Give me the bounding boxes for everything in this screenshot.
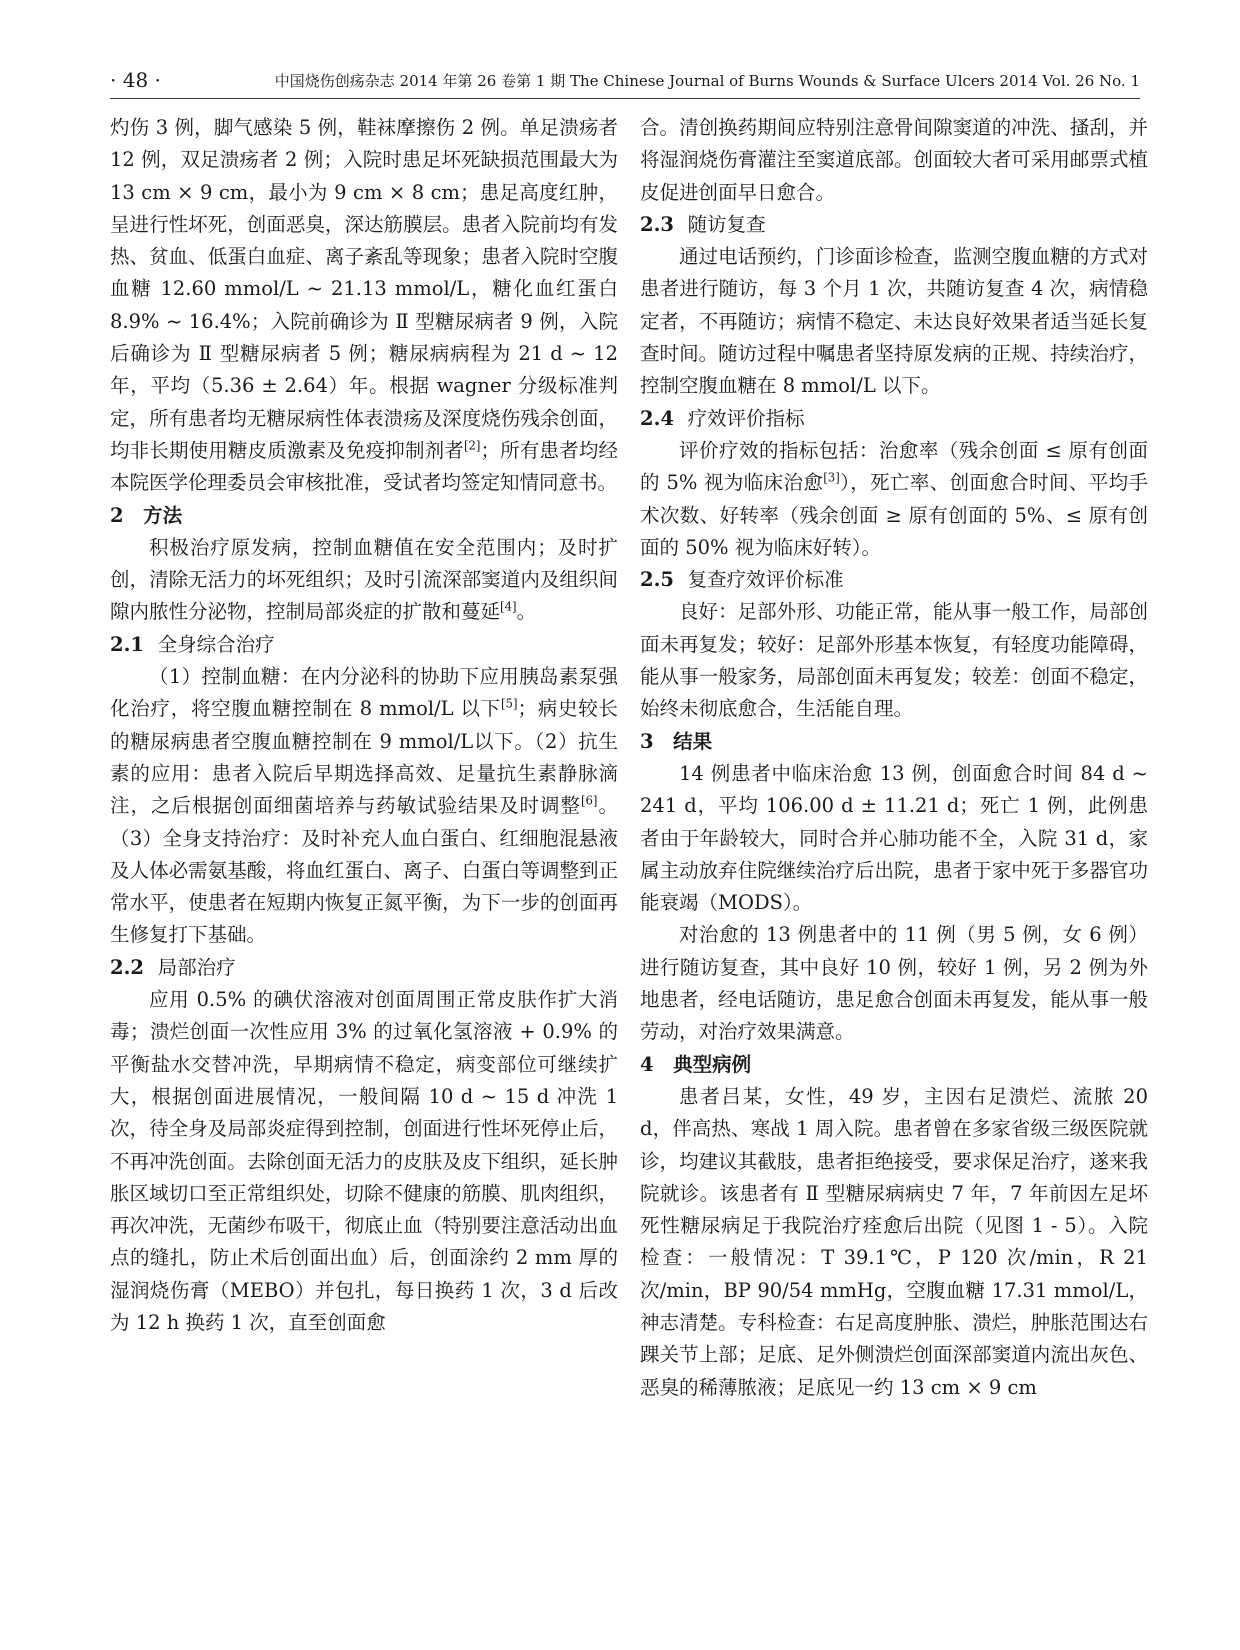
paragraph: 患者吕某，女性，49 岁，主因右足溃烂、流脓 20 d，伴高热、寒战 1 周入院。患者曾在多家省级三级医院就诊，均建议其截肢，患者拒绝接受，要求保足治疗，遂来我院就诊。该患者有 Ⅱ 型糖尿病病史 7 年，7 年前因左足坏死性糖尿病足于我院治疗痊愈后出院（见图 1 - 5）。入院检查：一般情况：T 39.1℃，P 120 次/min，R 21 次/min，BP 90/54 mmHg，空腹血糖 17.31 mmol/L，神志清楚。专科检查：右足高度肿胀、溃烂，肿胀范围达右踝关节上部；足底、足外侧溃烂创面深部窦道内流出灰色、恶臭的稀薄脓液；足底见一约 13 cm × 9 cm [640,1084,1148,1399]
subsection-heading-2-1: 2.1 全身综合治疗 [110,632,275,656]
paragraph: 评价疗效的指标包括：治愈率（残余创面 ≤ 原有创面的 5% 视为临床治愈[3]），死亡率、创面愈合时间、平均手术次数、好转率（残余创面 ≥ 原有创面的 5%、≤ 原有创面的 50% 视为临床好转）。 [640,438,1148,559]
section-heading-3: 3 结果 [640,729,713,753]
subsection-heading-2-4: 2.4 疗效评价指标 [640,406,805,430]
subsection-heading-2-2: 2.2 局部治疗 [110,955,236,979]
paragraph: 合。清创换药期间应特别注意骨间隙窦道的冲洗、搔刮，并将湿润烧伤膏灌注至窦道底部。创面较大者可采用邮票式植皮促进创面早日愈合。 [640,116,1148,204]
right-column [640,112,1148,1404]
page-number: · 48 · [110,68,161,92]
citation[interactable]: [6] [580,793,598,808]
citation[interactable]: [5] [500,696,518,711]
paragraph: 积极治疗原发病，控制血糖值在安全范围内；及时扩创，清除无活力的坏死组织；及时引流深部窦道内及组织间隙内脓性分泌物，控制局部炎症的扩散和蔓延[4]。 [110,535,618,624]
left-column [110,112,618,1339]
running-title: 中国烧伤创疡杂志 2014 年第 26 卷第 1 期 The Chinese Journal of Burns Wounds & Surface Ulcers 2014 Vol. 26 No. 1 [274,72,1140,90]
citation[interactable]: [2] [463,438,481,453]
paragraph: 对治愈的 13 例患者中的 11 例（男 5 例，女 6 例）进行随访复查，其中良好 10 例，较好 1 例，另 2 例为外地患者，经电话随访，患足愈合创面未再复发，能从事一般劳动，对治疗效果满意。 [640,923,1148,1044]
paragraph: （1）控制血糖：在内分泌科的协助下应用胰岛素泵强化治疗，将空腹血糖控制在 8 mmol/L 以下[5]；病史较长的糖尿病患者空腹血糖控制在 9 mmol/L以下。（2）抗生素的应用：患者入院后早期选择高效、足量抗生素静脉滴注，之后根据创面细菌培养与药敏试验结果及时调整[6]。（3）全身支持治疗：及时补充人血白蛋白、红细胞混悬液及人体必需氨基酸，将血红蛋白、离子、白蛋白等调整到正常水平，使患者在短期内恢复正氮平衡，为下一步的创面再生修复打下基础。 [110,665,618,947]
running-header [110,66,1140,99]
paragraph: 应用 0.5% 的碘伏溶液对创面周围正常皮肤作扩大消毒；溃烂创面一次性应用 3% 的过氧化氢溶液 + 0.9% 的平衡盐水交替冲洗，早期病情不稳定，病变部位可继续扩大，根据创面进展情况，一般间隔 10 d ~ 15 d 冲洗 1 次，待全身及局部炎症得到控制，创面进行性坏死停止后，不再冲洗创面。去除创面无活力的皮肤及皮下组织，延长肿胀区域切口至正常组织处，切除不健康的筋膜、肌肉组织，再次冲洗，无菌纱布吸干，彻底止血（特别要注意活动出血点的缝扎，防止术后创面出血）后，创面涂约 2 mm 厚的湿润烧伤膏（MEBO）并包扎，每日换药 1 次，3 d 后改为 12 h 换药 1 次，直至创面愈 [110,988,618,1334]
section-heading-4: 4 典型病例 [640,1052,752,1076]
section-heading-2: 2 方法 [110,503,183,527]
subsection-heading-2-5: 2.5 复查疗效评价标准 [640,568,844,592]
citation[interactable]: [3] [823,470,840,485]
citation[interactable]: [4] [500,599,517,614]
subsection-heading-2-3: 2.3 随访复查 [640,212,766,236]
paragraph: 良好：足部外形、功能正常，能从事一般工作，局部创面未再复发；较好：足部外形基本恢复，有轻度功能障碍，能从事一般家务，局部创面未再复发；较差：创面不稳定，始终未彻底愈合，生活能自理。 [640,600,1148,721]
paragraph: 通过电话预约，门诊面诊检查，监测空腹血糖的方式对患者进行随访，每 3 个月 1 次，共随访复查 4 次，病情稳定者，不再随访；病情不稳定、未达良好效果者适当延长复查时间。随访过程中嘱患者坚持原发病的正规、持续治疗，控制空腹血糖在 8 mmol/L 以下。 [640,245,1148,398]
paragraph: 14 例患者中临床治愈 13 例，创面愈合时间 84 d ~ 241 d，平均 106.00 d ± 11.21 d；死亡 1 例，此例患者由于年龄较大，同时合并心肺功能不全，入院 31 d，家属主动放弃住院继续治疗后出院，患者于家中死于多器官功能衰竭（MODS）。 [640,761,1148,915]
paragraph: 灼伤 3 例，脚气感染 5 例，鞋袜摩擦伤 2 例。单足溃疡者 12 例，双足溃疡者 2 例；入院时患足坏死缺损范围最大为 13 cm × 9 cm，最小为 9 cm × 8 cm；患足高度红肿，呈进行性坏死，创面恶臭，深达筋膜层。患者入院前均有发热、贫血、低蛋白血症、离子紊乱等现象；患者入院时空腹血糖 12.60 mmol/L ~ 21.13 mmol/L，糖化血红蛋白 8.9% ~ 16.4%；入院前确诊为 Ⅱ 型糖尿病者 9 例，入院后确诊为 Ⅱ 型糖尿病者 5 例；糖尿病病程为 21 d ~ 12 年，平均（5.36 ± 2.64）年。根据 wagner 分级标准判定，所有患者均无糖尿病性体表溃疡及深度烧伤残余创面，均非长期使用糖皮质激素及免疫抑制剂者[2]；所有患者均经本院医学伦理委员会审核批准，受试者均签定知情同意书。 [110,116,618,495]
